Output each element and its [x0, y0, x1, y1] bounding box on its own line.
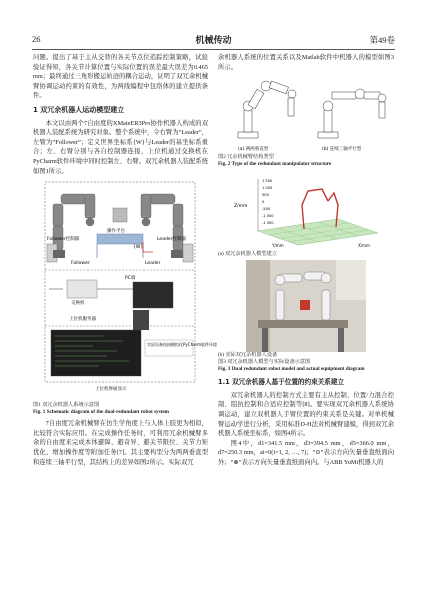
fig2-caption-cn: 图2 冗余机械臂结构类型	[218, 154, 274, 161]
label-host: 上位机服务器	[69, 317, 96, 323]
fig1-caption-cn: 图1 双冗余机器人系统示意图	[33, 402, 100, 409]
figure-3a	[218, 171, 394, 251]
label-pc-end: PC端	[125, 276, 136, 282]
pycharm-screen	[51, 330, 141, 376]
header-rule	[32, 49, 395, 50]
figure-1	[33, 180, 218, 402]
label-follower: Follower	[71, 261, 90, 267]
fig3-sub-a: (a) 双冗余机器人模型建立	[218, 251, 277, 258]
z-tick-2: 500	[262, 193, 269, 198]
right-para-top: 余机器人系统的位置关系以及Matlab软件中机器人的模型如图3所示。	[218, 54, 394, 71]
fig3-y-axis: Y/mm	[272, 243, 284, 249]
label-screen-note: 实际设备连接模拟化PyCharm软件环境	[147, 342, 218, 348]
label-host-ui: 上位机界面显示	[95, 387, 127, 393]
left-para-1: 本文以由两个7自由度的XMateER3Pro协作机器人构成的双机器人装配系统为研究对象。整个系统中，令右臂为“Leader”，左臂为“Follower”；定义世界坐标系{W}与Leader的基坐标系重合；左、右臂分别与各自控制器连接，上位机通过交换机在PyCharm软件环境中同时控制左、右臂。双冗余机器人装配系统如图1所示。	[33, 119, 208, 175]
z-tick-4: -500	[262, 207, 271, 212]
figure-2	[218, 74, 394, 154]
figure-3b-photo	[218, 260, 394, 352]
left-para-bottom: 7自由度冗余机械臂在仿生学角度上与人体上肢更为相似，比较符合实际应用。在完成操作任务时，可利用冗余机械臂多余的自由度来完成本体避障、避奇异、避关节限位、关节力矩优化、增加操作度等附加任务[7]。其主要构型分为两两垂直型和连续三轴平行型，其结构上的差异如图2所示。实际双冗	[33, 420, 208, 466]
label-leader-controller: Leader控制器	[157, 237, 186, 243]
label-world-frame: {W}	[133, 245, 144, 251]
figure-3b	[218, 260, 394, 352]
z-tick-6: -1 500	[262, 221, 274, 226]
page-header	[32, 33, 395, 47]
page-number: 26	[32, 34, 41, 44]
monitor	[133, 282, 173, 308]
leader-controller	[183, 244, 193, 262]
fig3-caption-en: Fig. 3 Dual redundant robot model and actual equipment diagram	[218, 366, 365, 373]
fig3-sub-b: (b) 实际双冗余机器人设备	[218, 352, 278, 359]
z-tick-0: 1 500	[262, 179, 273, 184]
journal-title: 机械传动	[195, 36, 232, 46]
z-tick-3: 0	[262, 200, 265, 205]
section-1-title: 1 双冗余机器人运动模型建立	[33, 105, 125, 114]
photo-workpiece	[300, 300, 310, 310]
switch-device	[67, 280, 97, 298]
fig2-sub-a: (a) 两两垂直型	[238, 147, 269, 153]
fig3-x-axis: X/mm	[358, 243, 370, 249]
fig3-z-axis: Z/mm	[234, 204, 248, 210]
label-platform: 操作平台	[107, 229, 125, 235]
label-leader: Leader	[145, 261, 161, 267]
workpiece	[113, 208, 127, 222]
section-1-1-title: 1.1 双冗余机器人基于位置的约束关系建立	[218, 378, 345, 387]
label-follower-controller: Follower控制器	[47, 237, 80, 243]
arm-perpendicular-type	[238, 81, 296, 138]
right-column	[218, 53, 394, 468]
fig3-caption-cn: 图3 双冗余机器人模型与实际设备示意图	[218, 359, 311, 366]
leader-base	[171, 250, 183, 258]
z-tick-1: 1 000	[262, 186, 273, 191]
follower-base	[53, 250, 65, 258]
label-switch: 交换机	[71, 301, 85, 307]
figure-1-drawing	[33, 180, 218, 402]
photo-table	[258, 320, 348, 328]
operation-platform	[97, 234, 143, 244]
fig1-caption-en: Fig. 1 Schematic diagram of the dual-redundant robot system	[33, 409, 169, 416]
right-para-2: 图4中，d1=341.5 mm，d3=394.5 mm，d5=366.0 mm，d7=250.3 mm，ai=0(i=1, 2, …, 7)；“⊙”表示方向矢量垂直纸面向外；“⊗”表示方向矢量垂直纸面向内。与ABB YuMi机器人的	[218, 439, 394, 466]
figure-2-drawing	[218, 74, 394, 154]
volume-label: 第49卷	[369, 35, 395, 45]
figure-3a-plot	[218, 171, 394, 251]
z-tick-5: -1 000	[262, 214, 274, 219]
pc-tower	[133, 310, 149, 330]
fig2-sub-b: (b) 连续三轴平行型	[322, 147, 362, 153]
right-para-1: 双冗余机器人的控制方式主要有主从控制、位置/力混合控制、阻抗控制和合适应控制等[8]。要实现双冗余机器人系统协调运动，建立双机器人手臂位置的约束关系是关键。对单机械臂运动学进行分析，采用标准D-H法对机械臂建模，得到双冗余机器人系统坐标系，如图4所示。	[218, 391, 394, 438]
arm-parallel-type	[318, 89, 386, 138]
left-column	[33, 53, 218, 467]
fig2-caption-en: Fig. 2 Type of the redundant manipulator structure	[218, 161, 332, 168]
left-para-top: 问题。提出了基于主从交替的各关节点位追踪控制策略，试验验证得知，各关节计算位置与实际位置的误差最大误差为0.465 mm；最终通过三角形搬运轨迹的耦合运动，证明了双冗余机械臂协调运动约束的有效性，为两线编程中包络体的建立提供条件。	[33, 54, 208, 100]
